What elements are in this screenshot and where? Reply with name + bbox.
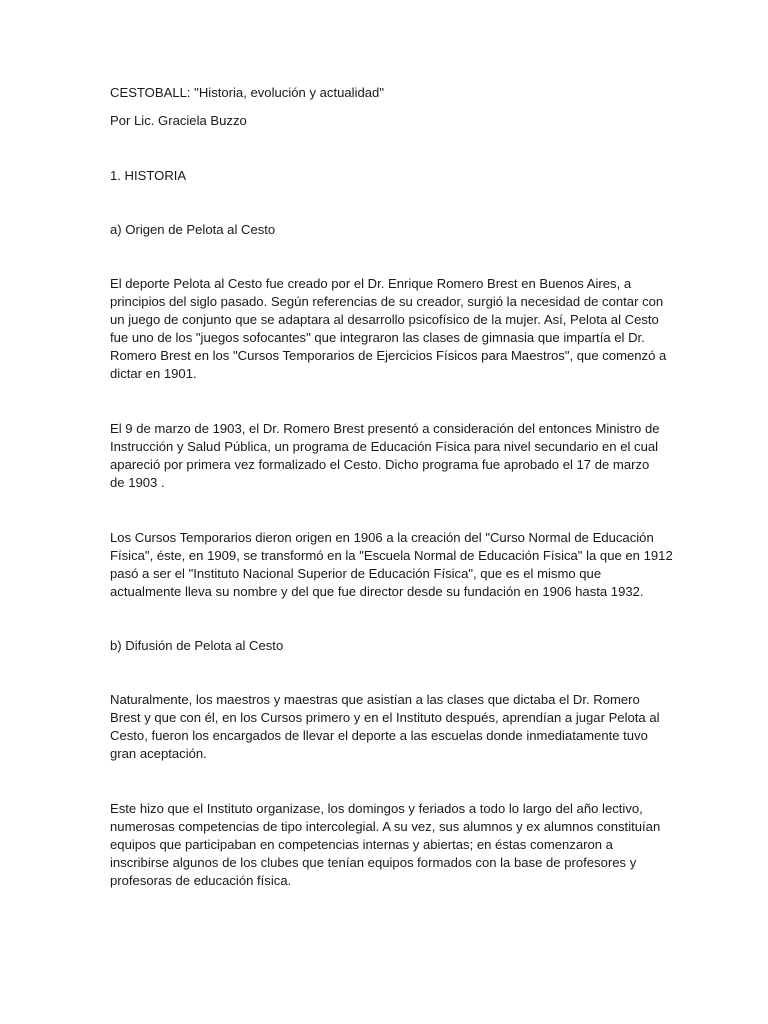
paragraph-line: dictar en 1901.: [110, 366, 197, 381]
subheading-origin: a) Origen de Pelota al Cesto: [110, 222, 276, 237]
paragraph-origin: [110, 275, 667, 383]
paragraph-line: actualmente lleva su nombre y del que fue director desde su fundación en 1906 hasta 1932.: [110, 584, 644, 599]
paragraph-line: un juego de conjunto que se adaptara al desarrollo psicofísico de la mujer. Así, Pelota al Cesto: [110, 312, 659, 327]
paragraph-line: equipos que participaban en competencias internas y abiertas; en éstas comenzaron a: [110, 837, 613, 852]
paragraph-line: fue uno de los "juegos sofocantes" que integraron las clases de gimnasia que impartía el Dr.: [110, 330, 645, 345]
paragraph-line: Brest y que con él, en los Cursos primero y en el Instituto después, aprendían a jugar Pelota al: [110, 710, 660, 725]
paragraph-line: numerosas competencias de tipo intercolegial. A su vez, sus alumnos y ex alumnos constituían: [110, 819, 661, 834]
document-author: Por Lic. Graciela Buzzo: [110, 113, 247, 128]
paragraph-competitions: [110, 800, 662, 890]
paragraph-line: El deporte Pelota al Cesto fue creado por el Dr. Enrique Romero Brest en Buenos Aires, a: [110, 276, 632, 291]
paragraph-line: principios del siglo pasado. Según referencias de su creador, surgió la necesidad de contar con: [110, 294, 664, 309]
document-body: [110, 84, 673, 890]
paragraph-line: Romero Brest en los "Cursos Temporarios de Ejercicios Físicos para Maestros", que comenzó a: [110, 348, 667, 363]
paragraph-line: de 1903 .: [110, 475, 165, 490]
paragraph-line: Física", éste, en 1909, se transformó en la "Escuela Normal de Educación Física" la que en 1912: [110, 548, 673, 563]
paragraph-line: El 9 de marzo de 1903, el Dr. Romero Brest presentó a consideración del entonces Ministro de: [110, 421, 660, 436]
paragraph-line: profesoras de educación física.: [110, 873, 292, 888]
paragraph-line: Este hizo que el Instituto organizase, los domingos y feriados a todo lo largo del año lectivo,: [110, 801, 643, 816]
paragraph-line: Cesto, fueron los encargados de llevar el deporte a las escuelas donde inmediatamente tuvo: [110, 728, 648, 743]
paragraph-line: Instrucción y Salud Pública, un programa de Educación Física para nivel secundario en el cual: [110, 439, 659, 454]
document-title: CESTOBALL: "Historia, evolución y actualidad": [110, 85, 384, 100]
paragraph-line: gran aceptación.: [110, 746, 207, 761]
paragraph-line: Naturalmente, los maestros y maestras que asistían a las clases que dictaba el Dr. Romero: [110, 692, 640, 707]
paragraph-teachers: [110, 691, 662, 763]
paragraph-line: apareció por primera vez formalizado el Cesto. Dicho programa fue aprobado el 17 de marzo: [110, 457, 650, 472]
section-heading: 1. HISTORIA: [110, 168, 187, 183]
paragraph-1903-program: [110, 420, 662, 492]
paragraph-line: pasó a ser el "Instituto Nacional Superior de Educación Física", que es el mismo que: [110, 566, 602, 581]
paragraph-line: inscribirse algunos de los clubes que tenían equipos formados con la base de profesores y: [110, 855, 637, 870]
paragraph-institute: [110, 529, 673, 601]
paragraph-line: Los Cursos Temporarios dieron origen en 1906 a la creación del "Curso Normal de Educación: [110, 530, 654, 545]
subheading-diffusion: b) Difusión de Pelota al Cesto: [110, 638, 284, 653]
